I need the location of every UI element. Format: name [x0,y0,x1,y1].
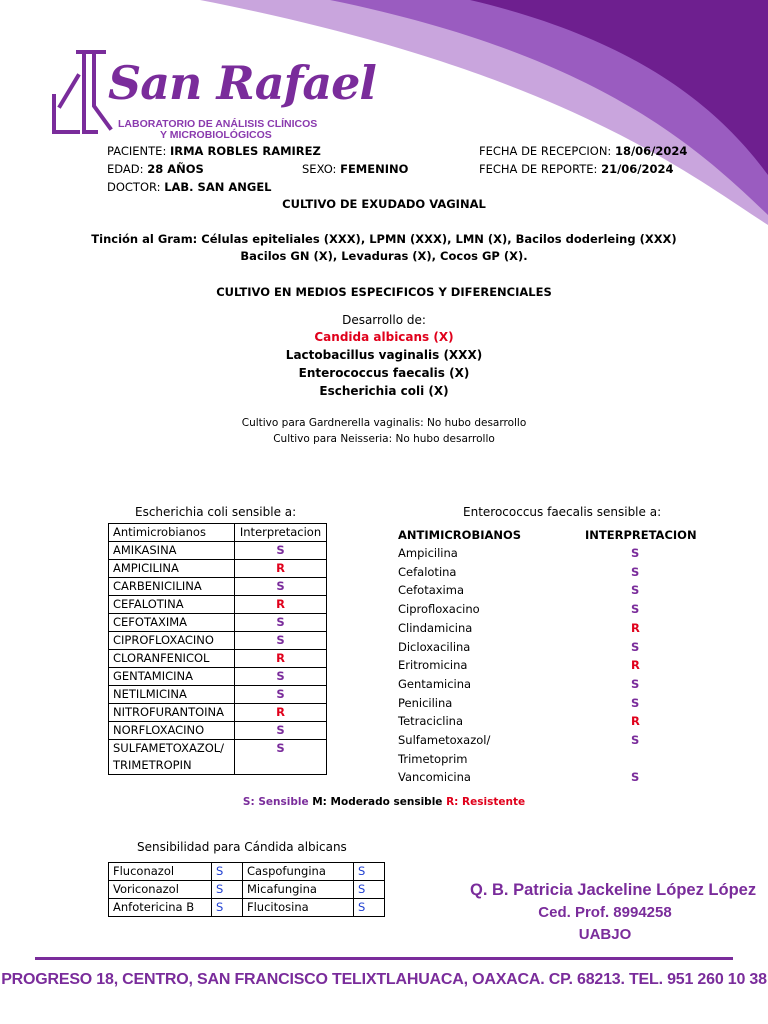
enterococcus-antimicrobial: Eritromicina [398,658,468,673]
ecoli-row [109,596,327,614]
ecoli-interpretation: S [235,686,327,704]
patient-age-label: EDAD: [107,162,144,176]
received-date-label: FECHA DE RECEPCION: [479,144,612,158]
signature-license: Ced. Prof. 8994258 [538,904,672,921]
candida-interpretation: S [212,881,243,899]
patient-name-value: IRMA ROBLES RAMIREZ [169,144,321,158]
footer-divider [35,957,733,960]
candida-interpretation: S [212,899,243,917]
ecoli-header-antimicrobial: Antimicrobianos [109,524,235,542]
patient-sex-label: SEXO: [302,162,337,176]
candida-title: Sensibilidad para Cándida albicans [137,840,347,854]
doctor-label: DOCTOR: [107,180,161,194]
ecoli-row [109,722,327,740]
gram-stain-line1: Tinción al Gram: Células epiteliales (XXX), LPMN (XXX), LMN (X), Bacilos doderleing (XXX) [91,232,677,246]
enterococcus-antimicrobial: Gentamicina [398,676,472,691]
enterococcus-interpretation: R [631,620,640,635]
patient-sex-row [302,162,408,176]
growth-item: Lactobacillus vaginalis (XXX) [285,348,483,362]
patient-age-value: 28 AÑOS [147,162,204,176]
enterococcus-antimicrobial: Dicloxacilina [398,639,471,654]
ecoli-row [109,560,327,578]
candida-table [108,862,385,917]
enterococcus-interpretation: S [631,564,640,579]
neisseria-result: Cultivo para Neisseria: No hubo desarrollo [273,433,495,445]
patient-sex-value: FEMENINO [340,162,409,176]
ecoli-interpretation: S [235,632,327,650]
ecoli-antimicrobial [109,740,235,775]
enterococcus-antimicrobial: Sulfametoxazol/ [398,733,491,747]
ecoli-interpretation: R [235,560,327,578]
brand-name: San Rafael [108,56,376,110]
report-title: CULTIVO DE EXUDADO VAGINAL [282,197,486,211]
enterococcus-antimicrobial: Ampicilina [398,546,458,560]
ecoli-row [109,650,327,668]
footer-address: PROGRESO 18, CENTRO, SAN FRANCISCO TELIXTLAHUACA, OAXACA. CP. 68213. TEL. 951 260 10 38 [1,971,767,988]
ecoli-interpretation: R [235,704,327,722]
ecoli-table [108,523,327,775]
ecoli-antimicrobial: NORFLOXACINO [109,722,235,740]
enterococcus-antimicrobial: Cefotaxima [398,583,464,598]
candida-interpretation: S [212,863,243,881]
candida-row [109,881,385,899]
ecoli-antimicrobial: NITROFURANTOINA [109,704,235,722]
enterococcus-interpretation: S [631,733,640,747]
ecoli-interpretation: S [235,668,327,686]
signature-name: Q. B. Patricia Jackeline López López [470,881,757,899]
ecoli-header-interpretation: Interpretacion [235,524,327,542]
candida-antifungal: Flucitosina [243,899,354,917]
brand-subtitle-line2: Y MICROBIOLÓGICOS [160,129,272,141]
enterococcus-interpretation: S [631,639,640,654]
ecoli-row [109,632,327,650]
ecoli-interpretation: S [235,722,327,740]
candida-antifungal: Micafungina [243,881,354,899]
candida-antifungal: Caspofungina [243,863,354,881]
ecoli-row [109,686,327,704]
enterococcus-antimicrobial: Ciprofloxacino [398,602,480,617]
enterococcus-interpretation: S [631,676,640,691]
enterococcus-interpretation: S [631,583,640,598]
enterococcus-title: Enterococcus faecalis sensible a: [463,505,662,519]
growth-item: Candida albicans (X) [314,330,454,344]
ecoli-antimicrobial: AMIKASINA [109,542,235,560]
ecoli-antimicrobial: CIPROFLOXACINO [109,632,235,650]
ecoli-antimicrobial: CLORANFENICOL [109,650,235,668]
growth-item: Escherichia coli (X) [319,384,449,398]
candida-interpretation: S [354,863,385,881]
ecoli-interpretation: S [235,542,327,560]
enterococcus-interpretation: S [631,770,640,785]
candida-antifungal: Fluconazol [109,863,212,881]
received-date-row [479,144,687,158]
candida-antifungal: Anfotericina B [109,899,212,917]
doctor-row [107,180,272,194]
ecoli-interpretation: S [235,614,327,632]
enterococcus-antimicrobial: Trimetoprim [398,751,468,766]
enterococcus-interpretation: R [631,658,640,673]
enterococcus-antimicrobial: Clindamicina [398,620,473,635]
report-date-row [479,162,674,176]
enterococcus-interpretation: S [631,546,640,560]
enterococcus-interpretation: R [631,714,640,729]
candida-interpretation: S [354,899,385,917]
enterococcus-interpretation: S [631,695,640,710]
enterococcus-antimicrobial: Cefalotina [398,564,457,579]
gardnerella-result: Cultivo para Gardnerella vaginalis: No hubo desarrollo [241,417,527,429]
legend-resistente: R: Resistente [446,796,526,808]
enterococcus-antimicrobial: Vancomicina [398,770,471,785]
legend-sensible: S: Sensible [242,796,309,808]
ecoli-antimicrobial-line2: TRIMETROPIN [113,758,192,772]
ecoli-header-row [109,524,327,542]
enterococcus-antimicrobial: Penicilina [398,695,453,710]
legend [0,796,768,808]
enterococcus-antimicrobial: Tetraciclina [398,714,463,729]
patient-name-row [107,144,321,158]
candida-row [109,899,385,917]
ecoli-row [109,614,327,632]
enterococcus-interpretation: S [631,602,640,617]
ecoli-row [109,704,327,722]
ecoli-row [109,668,327,686]
candida-row [109,863,385,881]
ecoli-antimicrobial: CEFOTAXIMA [109,614,235,632]
brand-subtitle-line1: LABORATORIO DE ANÁLISIS CLÍNICOS [118,118,318,130]
ecoli-antimicrobial: CARBENICILINA [109,578,235,596]
ecoli-row [109,542,327,560]
growth-item: Enterococcus faecalis (X) [298,366,470,380]
report-date-label: FECHA DE REPORTE: [479,162,598,176]
signature-institution: UABJO [578,926,632,943]
report-date-value: 21/06/2024 [601,162,674,176]
ecoli-antimicrobial: AMPICILINA [109,560,235,578]
enterococcus-header-antimicrobial: ANTIMICROBIANOS [398,528,522,542]
culture-title: CULTIVO EN MEDIOS ESPECIFICOS Y DIFERENCIALES [216,285,552,299]
ecoli-interpretation: S [235,578,327,596]
enterococcus-header-interpretation: INTERPRETACION [585,528,697,542]
ecoli-antimicrobial-line1: SULFAMETOXAZOL/ [113,741,225,755]
patient-age-row [107,162,204,176]
ecoli-interpretation: R [235,596,327,614]
ecoli-row [109,740,327,775]
ecoli-title: Escherichia coli sensible a: [135,505,297,519]
ecoli-interpretation: S [235,740,327,775]
ecoli-antimicrobial: NETILMICINA [109,686,235,704]
received-date-value: 18/06/2024 [614,144,688,158]
ecoli-antimicrobial: GENTAMICINA [109,668,235,686]
ecoli-row [109,578,327,596]
candida-interpretation: S [354,881,385,899]
doctor-value: LAB. SAN ANGEL [164,180,272,194]
patient-name-label: PACIENTE: [107,144,167,158]
ecoli-antimicrobial: CEFALOTINA [109,596,235,614]
gram-stain-line2: Bacilos GN (X), Levaduras (X), Cocos GP (X). [240,249,528,263]
candida-antifungal: Voriconazol [109,881,212,899]
ecoli-interpretation: R [235,650,327,668]
legend-moderado: M: Moderado sensible [312,796,443,808]
growth-label: Desarrollo de: [342,313,426,327]
